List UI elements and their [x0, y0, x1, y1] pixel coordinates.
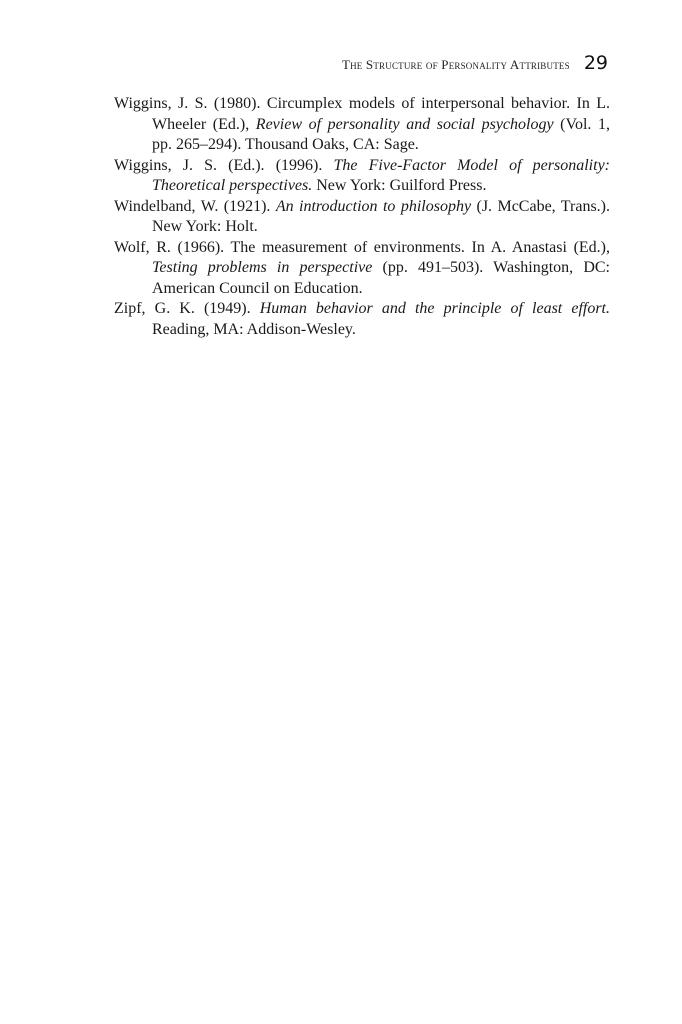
reference-text: Zipf, G. K. (1949).: [114, 300, 260, 317]
reference-title: Review of personality and social psychology: [255, 115, 554, 133]
reference-entry: [114, 238, 610, 300]
reference-text: New York: Guilford Press.: [312, 177, 487, 194]
reference-text: Wolf, R. (1966). The measurement of environments. In A. Anastasi (Ed.),: [114, 238, 610, 256]
reference-entry: [114, 156, 610, 197]
reference-text: Wiggins, J. S. (Ed.). (1996).: [114, 156, 334, 174]
reference-text: Windelband, W. (1921).: [114, 197, 276, 215]
reference-title: Testing problems in perspective: [152, 259, 373, 276]
reference-entry: [114, 197, 610, 238]
reference-title: An introduction to philosophy: [275, 197, 472, 215]
reference-text: Reading, MA: Addison-Wesley.: [152, 320, 356, 338]
running-title: The Structure of Personality Attributes: [341, 57, 570, 72]
reference-list: [114, 94, 610, 340]
reference-entry: [114, 299, 610, 340]
reference-title: The Five-Factor Model of personality: Theoretical perspectives.: [152, 156, 610, 194]
reference-text: (Vol. 1, pp. 265–294). Thousand Oaks, CA: Sage.: [152, 115, 611, 153]
page-number: 29: [583, 52, 608, 74]
reference-text: Wiggins, J. S. (1980). Circumplex models of interpersonal behavior. In L. Wheeler (Ed.),: [114, 95, 610, 133]
reference-entry: [114, 94, 610, 156]
reference-text: (J. McCabe, Trans.). New York: Holt.: [152, 197, 610, 235]
reference-text: (pp. 491–503). Washington, DC: American Council on Education.: [152, 259, 611, 297]
reference-title: Human behavior and the principle of least effort.: [259, 300, 611, 317]
running-head: [342, 52, 608, 74]
